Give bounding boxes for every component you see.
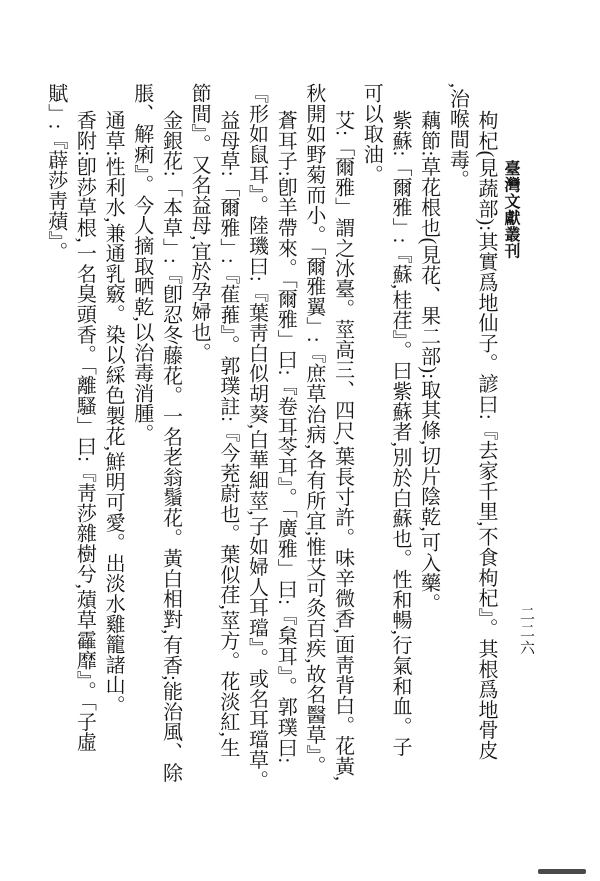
text-column: 金銀花:「本草」:『卽忍冬藤花。一名老翁鬚花。黃白相對,有香;能治風、除 — [159, 110, 182, 783]
text-column: 節間』。又名益母,宜於孕婦也。 — [188, 83, 211, 363]
text-column: 可以取油。 — [360, 83, 383, 185]
text-column: 枸杞(見蔬部):其實爲地仙子。諺曰:『去家千里,不食枸杞』。其根爲地骨皮 — [475, 110, 497, 761]
text-column: 紫蘇:「爾雅」:『蘇,桂荏』。曰紫蘇者,別於白蘇也。性和暢,行氣和血。子 — [388, 110, 411, 757]
text-column: 藕節:草花根也(見花、果二部):取其條,切片陰乾,可入藥。 — [417, 110, 440, 614]
page-number: 二二六 — [518, 606, 534, 657]
text-block — [41, 83, 500, 875]
text-column: 艾:「爾雅」謂之冰臺。莖高三、四尺,葉長寸許。味辛微香,面靑背白。花黃, — [331, 110, 354, 782]
scan-artifact — [538, 869, 586, 874]
text-column: 通草:性利水,兼通乳竅。染以綵色製花,鮮明可愛。出淡水雞籠諸山。 — [102, 110, 125, 716]
text-column: 益母草:「爾雅」:『萑蓷』。郭璞註:『今茺蔚也。葉似荏,莖方。花淡紅,生 — [216, 110, 239, 758]
text-column: 『形如鼠耳』。陸璣曰:『葉靑白似胡葵,白華細莖,子如婦人耳璫』。或名耳璫草。 — [245, 83, 268, 790]
text-column: 蒼耳子:卽羊帶來。「爾雅」曰:『卷耳苓耳』。「廣雅」曰:『枲耳』。郭璞曰: — [274, 110, 297, 764]
text-column: 秋開如野菊而小。「爾雅翼」:『庶草治病,各有所宜;惟艾可灸百疾,故名醫草』。 — [302, 83, 325, 776]
text-column: 賦」:『薜莎靑薠』。 — [44, 83, 67, 262]
series-title: 臺灣文獻叢刊 — [502, 160, 519, 259]
text-column: ,治喉間毒。 — [446, 83, 469, 190]
text-column: 脹、解痢』。今人摘取晒乾,以治毒消腫。 — [130, 83, 153, 444]
text-column: 香附:卽莎草根,一名臭頭香。「離騷」曰:『靑莎雜樹兮,薠草靃靡』。「子虛 — [73, 110, 96, 752]
